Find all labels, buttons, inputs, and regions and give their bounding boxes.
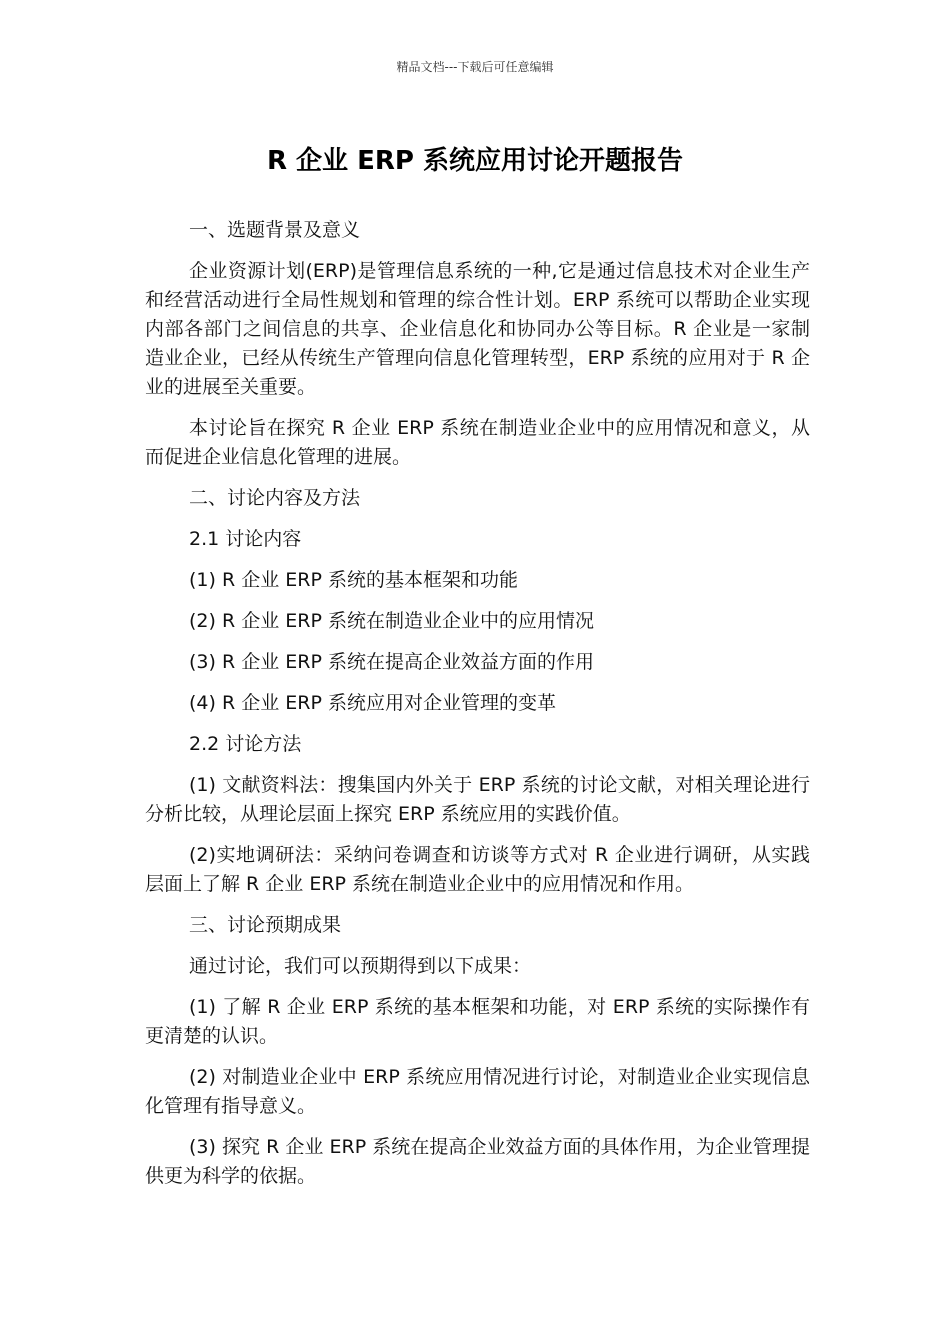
- subheading-methods: 2.2 讨论方法: [189, 733, 302, 755]
- paragraph-erp-definition: 企业资源计划(ERP)是管理信息系统的一种,它是通过信息技术对企业生产和经营活动进行全局性规划和管理的综合性计划。ERP 系统可以帮助企业实现内部各部门之间信息的共享、企业信息化和协同办公等目标。R 企业是一家制造业企业，已经从传统生产管理向信息化管理转型，ERP 系统的应用对于 R 企业的进展至关重要。: [145, 260, 810, 398]
- list-item: (2)实地调研法：采纳问卷调查和访谈等方式对 R 企业进行调研，从实践层面上了解 R 企业 ERP 系统在制造业企业中的应用情况和作用。: [145, 844, 810, 895]
- document-title: R 企业 ERP 系统应用讨论开题报告: [266, 146, 683, 176]
- list-item: (4) R 企业 ERP 系统应用对企业管理的变革: [189, 692, 556, 714]
- header-note: 精品文档---下载后可任意编辑: [396, 60, 554, 74]
- section-heading-background: 一、选题背景及意义: [189, 219, 361, 241]
- list-item: (2) 对制造业企业中 ERP 系统应用情况进行讨论，对制造业企业实现信息化管理有指导意义。: [145, 1066, 810, 1117]
- list-item: (1) R 企业 ERP 系统的基本框架和功能: [189, 569, 518, 591]
- list-item: (3) 探究 R 企业 ERP 系统在提高企业效益方面的具体作用，为企业管理提供更为科学的依据。: [145, 1136, 810, 1187]
- section-heading-content-methods: 二、讨论内容及方法: [189, 487, 361, 509]
- section-heading-expected-results: 三、讨论预期成果: [189, 914, 342, 936]
- paragraph-research-purpose: 本讨论旨在探究 R 企业 ERP 系统在制造业企业中的应用情况和意义，从而促进企业信息化管理的进展。: [145, 417, 810, 468]
- list-item: (1) 了解 R 企业 ERP 系统的基本框架和功能，对 ERP 系统的实际操作有更清楚的认识。: [145, 996, 810, 1047]
- document-body: [145, 216, 810, 1203]
- list-item: (2) R 企业 ERP 系统在制造业企业中的应用情况: [189, 610, 594, 632]
- subheading-content: 2.1 讨论内容: [189, 528, 302, 550]
- list-item: (3) R 企业 ERP 系统在提高企业效益方面的作用: [189, 651, 594, 673]
- list-item: (1) 文献资料法：搜集国内外关于 ERP 系统的讨论文献，对相关理论进行分析比较，从理论层面上探究 ERP 系统应用的实践价值。: [145, 774, 810, 825]
- paragraph-results-intro: 通过讨论，我们可以预期得到以下成果：: [189, 955, 532, 977]
